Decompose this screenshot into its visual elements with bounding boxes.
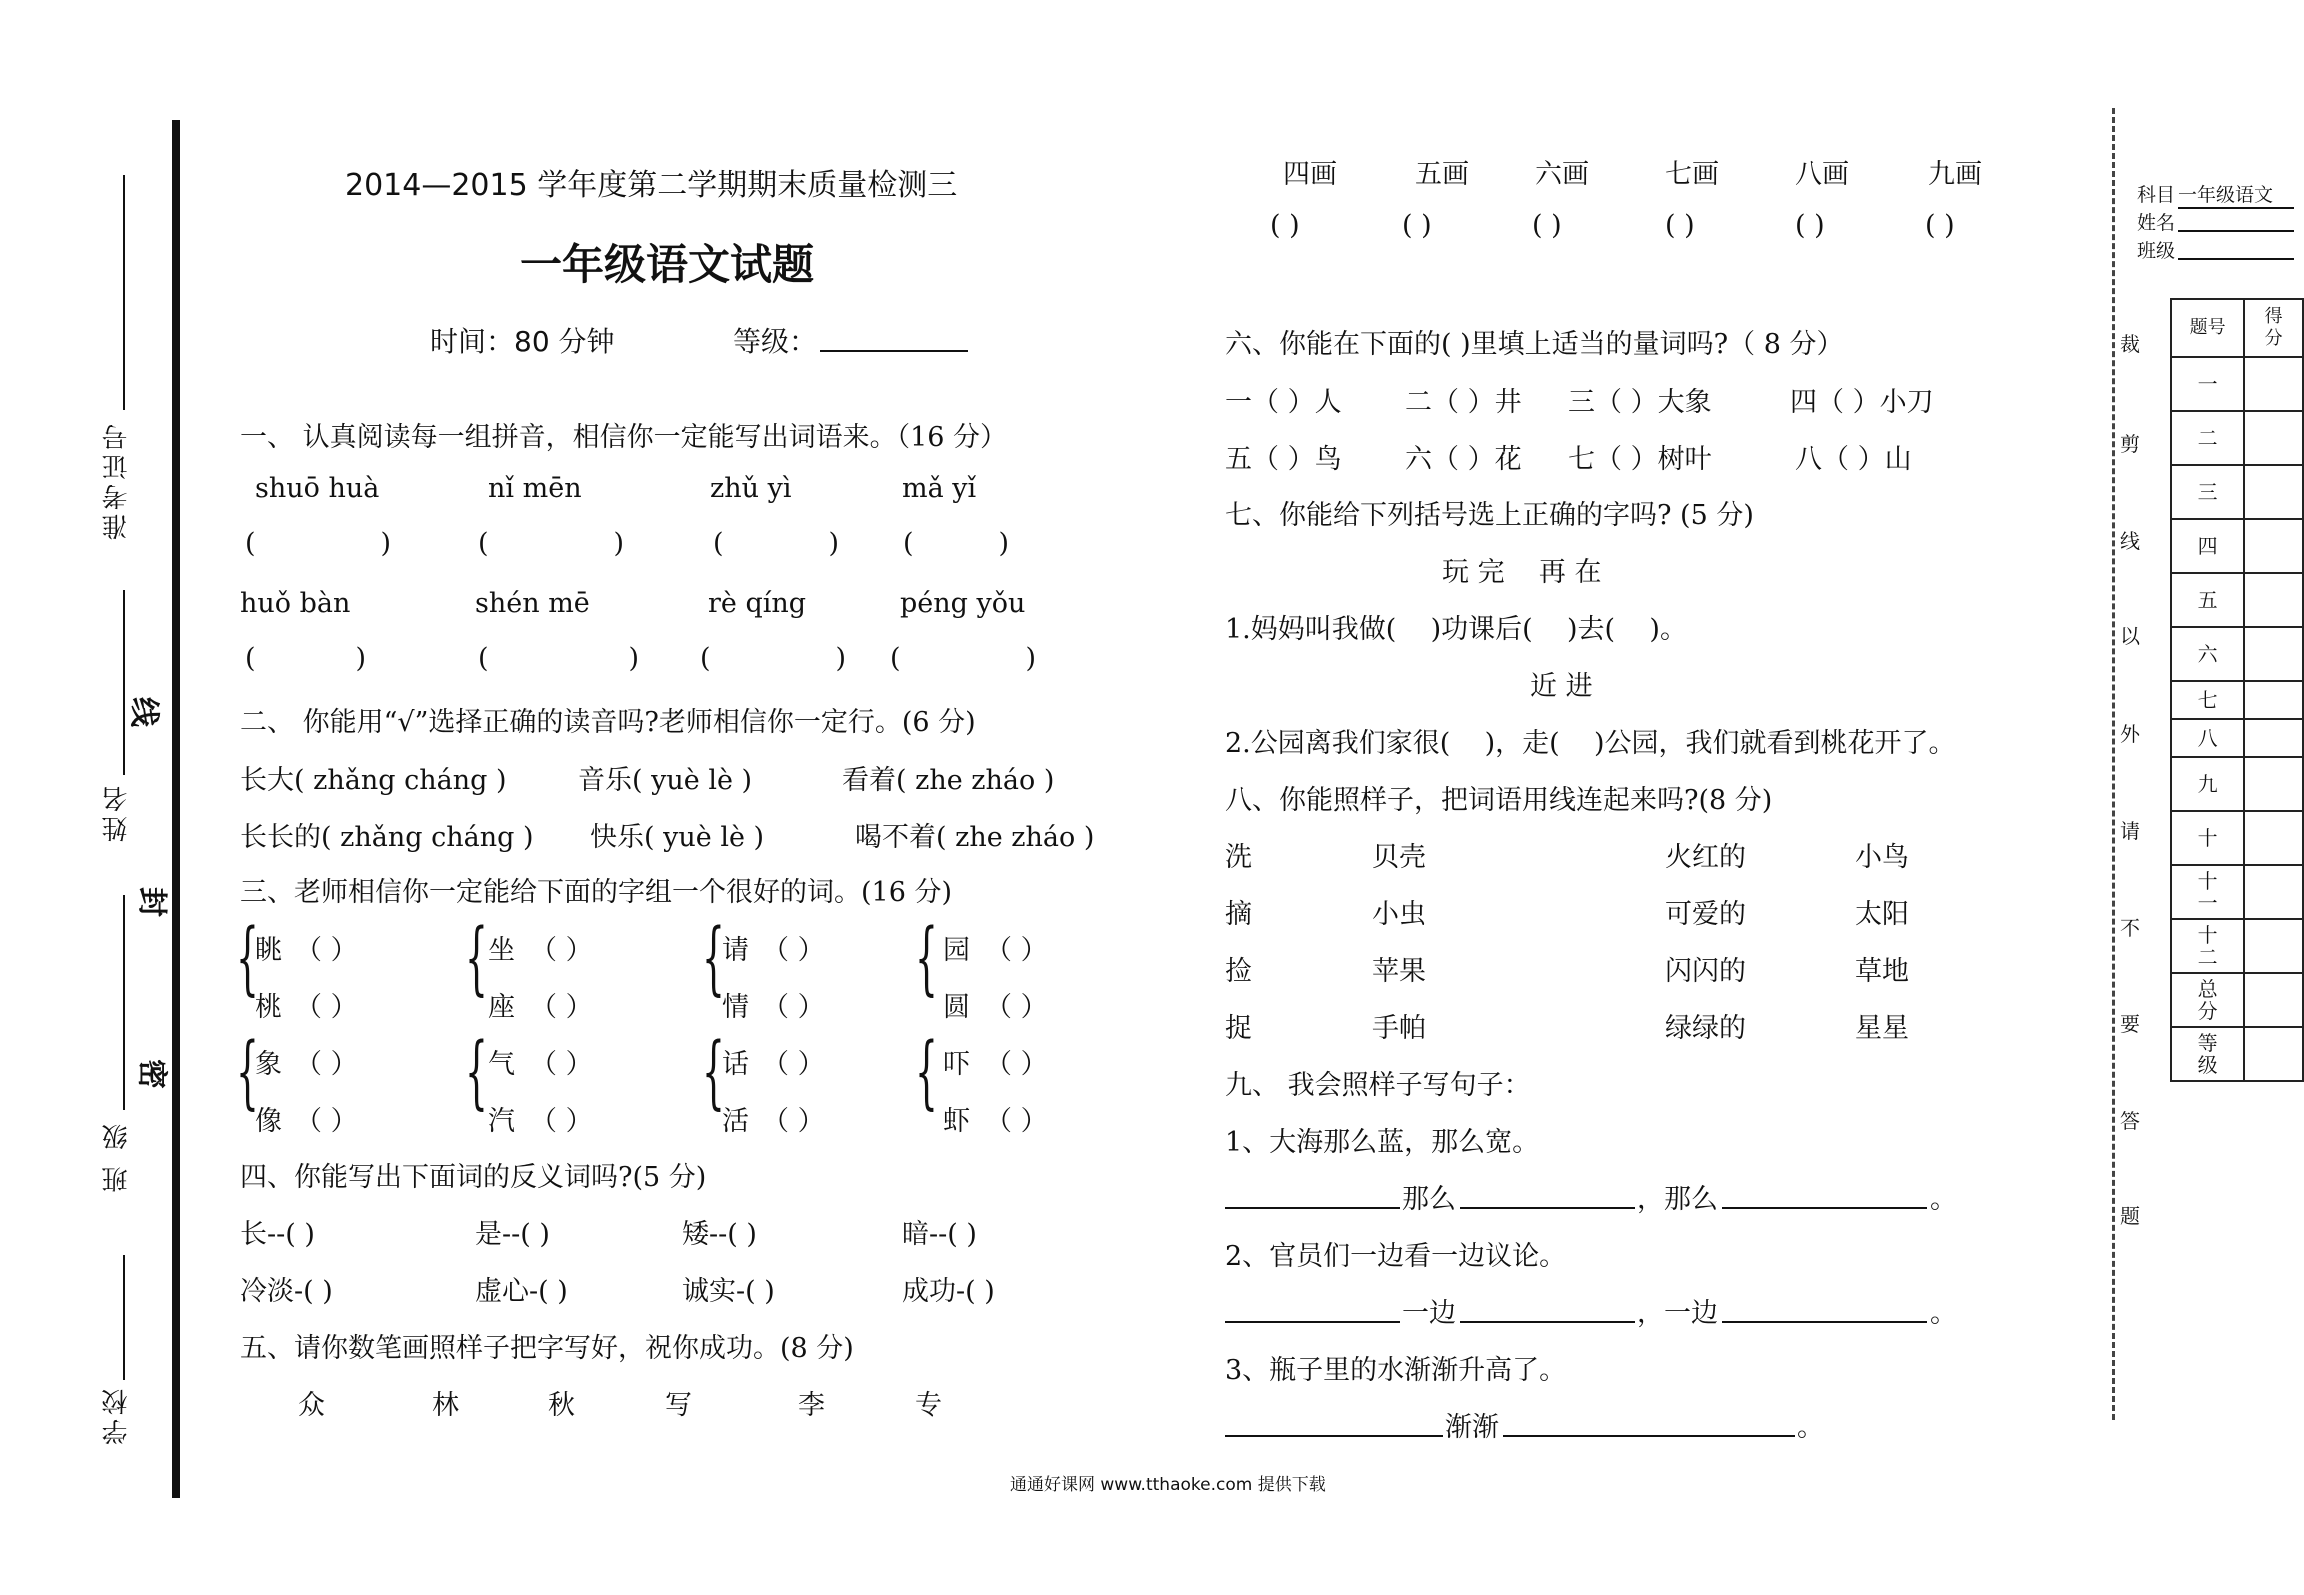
q2-item-1[interactable]: 长大( zhǎng cháng ) [240, 765, 507, 796]
q9-blank[interactable] [1503, 1435, 1795, 1437]
score-row-label: 总分 [2171, 973, 2244, 1027]
score-cell[interactable] [2244, 811, 2303, 865]
q9-fill-word: ，一边 [1637, 1298, 1718, 1329]
exam-grade-label: 等级： [733, 325, 818, 358]
score-row [2171, 973, 2303, 1027]
q5-title: 五、请你数笔画照样子把字写好，祝你成功。(8 分) [240, 1333, 854, 1364]
q1-title: 一、 认真阅读每一组拼音，相信你一定能写出词语来。（16 分） [240, 422, 1008, 453]
score-row [2171, 719, 2303, 757]
q3-answer[interactable]: （ ） [762, 1049, 825, 1080]
q9-fill-end: 。 [1797, 1412, 1824, 1443]
q4-item[interactable]: 矮--( ) [682, 1219, 757, 1250]
q5-char: 李 [798, 1390, 825, 1421]
q3-char: 象 [255, 1049, 282, 1080]
q9-example-1: 1、大海那么蓝，那么宽。 [1225, 1127, 1540, 1158]
score-row-label: 一 [2171, 357, 2244, 411]
q2-item-6[interactable]: 喝不着( zhe zháo ) [855, 822, 1095, 853]
q9-example-2: 2、官员们一边看一边议论。 [1225, 1241, 1567, 1272]
notice-char: 要 [2120, 1012, 2140, 1036]
q3-char: 园 [943, 935, 970, 966]
q9-fill-word: 渐渐 [1445, 1412, 1499, 1443]
score-header-cell: 得分 [2244, 299, 2303, 357]
score-row-label: 十 [2171, 811, 2244, 865]
q4-item[interactable]: 冷淡-( ) [240, 1276, 333, 1307]
q2-item-4[interactable]: 长长的( zhǎng cháng ) [240, 822, 534, 853]
q5-char: 专 [915, 1390, 942, 1421]
q8-adj[interactable]: 可爱的 [1665, 899, 1746, 930]
q9-example-3: 3、瓶子里的水渐渐升高了。 [1225, 1355, 1567, 1386]
q1-answer-4[interactable]: ( ) [903, 528, 1010, 559]
notice-char: 外 [2120, 722, 2140, 746]
q1-pinyin-8: péng yǒu [900, 588, 1026, 619]
score-row [2171, 681, 2303, 719]
binding-school-label: 学校 [102, 1385, 132, 1445]
notice-char: 裁 [2120, 332, 2140, 356]
q5-char: 写 [665, 1390, 692, 1421]
q9-title: 九、 我会照样子写句子： [1225, 1070, 1531, 1101]
notice-char: 以 [2120, 624, 2140, 648]
q4-item[interactable]: 暗--( ) [902, 1219, 977, 1250]
score-row-label: 等级 [2171, 1027, 2244, 1081]
score-cell[interactable] [2244, 573, 2303, 627]
q6-item[interactable]: 三（ ）大象 [1568, 387, 1712, 418]
binding-xian: 线 [126, 697, 161, 727]
q9-blank[interactable] [1722, 1207, 1927, 1209]
q8-adj[interactable]: 绿绿的 [1665, 1013, 1746, 1044]
binding-name-label: 姓名 [102, 782, 132, 842]
subject-label: 科目 [2137, 184, 2176, 206]
q8-adj[interactable]: 火红的 [1665, 842, 1746, 873]
score-row-label: 五 [2171, 573, 2244, 627]
q7-sentence-2: 2.公园离我们家很( )，走( )公园，我们就看到桃花开了。 [1225, 728, 1956, 759]
q2-item-3[interactable]: 看着( zhe zháo ) [842, 765, 1055, 796]
name-blank[interactable] [2178, 230, 2294, 232]
q1-answer-5[interactable]: ( ) [245, 643, 367, 674]
q3-answer[interactable]: （ ） [530, 1106, 593, 1137]
q7-sentence-1: 1.妈妈叫我做( )功课后( )去( )。 [1225, 614, 1687, 645]
q1-pinyin-5: huǒ bàn [240, 588, 351, 619]
q8-noun[interactable]: 苹果 [1372, 956, 1426, 987]
q1-pinyin-7: rè qíng [708, 588, 807, 619]
score-header-cell: 题号 [2171, 299, 2244, 357]
q3-answer[interactable]: （ ） [530, 935, 593, 966]
q1-pinyin-3: zhǔ yì [710, 473, 792, 504]
q9-fill-word: 那么 [1402, 1184, 1456, 1215]
exam-title: 一年级语文试题 [520, 240, 815, 289]
q3-brace: { [915, 1025, 938, 1118]
score-cell[interactable] [2244, 681, 2303, 719]
q5-answer[interactable]: ( ) [1795, 210, 1825, 241]
q5-char: 众 [298, 1390, 325, 1421]
q9-fill-end: 。 [1930, 1298, 1957, 1329]
score-table-header [2171, 299, 2303, 357]
q9-fill-word: 一边 [1402, 1298, 1456, 1329]
binding-exam-number-line [123, 175, 125, 410]
exam-time: 时间：80 分钟 [430, 325, 615, 358]
exam-grade-blank[interactable] [820, 350, 968, 352]
binding-mi: 密 [134, 1059, 169, 1089]
score-row-label: 九 [2171, 757, 2244, 811]
notice-char: 答 [2120, 1109, 2140, 1133]
score-cell[interactable] [2244, 973, 2303, 1027]
subject-value: 一年级语文 [2178, 180, 2294, 209]
score-row [2171, 411, 2303, 465]
score-row [2171, 811, 2303, 865]
q8-verb[interactable]: 捉 [1225, 1013, 1252, 1044]
q1-answer-7[interactable]: ( ) [700, 643, 847, 674]
footer-credit: 通通好课网 www.tthaoke.com 提供下载 [1010, 1475, 1326, 1495]
q6-item[interactable]: 七（ ）树叶 [1568, 444, 1712, 475]
q3-brace: { [465, 1025, 488, 1118]
q1-pinyin-6: shén mē [475, 588, 590, 619]
q8-noun2[interactable]: 星星 [1855, 1013, 1909, 1044]
q4-title: 四、你能写出下面词的反义词吗?(5 分) [240, 1162, 707, 1193]
binding-feng: 封 [134, 887, 169, 917]
q3-char: 座 [488, 992, 515, 1023]
q3-answer[interactable]: （ ） [530, 992, 593, 1023]
q2-item-5[interactable]: 快乐( yuè lè ) [590, 822, 765, 853]
q5-stroke: 八画 [1795, 159, 1849, 190]
q3-answer[interactable]: （ ） [295, 935, 358, 966]
score-row [2171, 865, 2303, 919]
binding-exam-number-label: 准考证号 [102, 420, 132, 540]
score-cell[interactable] [2244, 627, 2303, 681]
q3-answer[interactable]: （ ） [985, 1049, 1048, 1080]
class-blank[interactable] [2178, 258, 2294, 260]
score-cell[interactable] [2244, 411, 2303, 465]
score-cell[interactable] [2244, 465, 2303, 519]
notice-char: 不 [2120, 916, 2140, 940]
q3-char: 活 [722, 1106, 749, 1137]
q6-title: 六、你能在下面的( )里填上适当的量词吗?（ 8 分） [1225, 329, 1844, 360]
score-cell[interactable] [2244, 757, 2303, 811]
q9-blank[interactable] [1722, 1321, 1927, 1323]
q3-answer[interactable]: （ ） [762, 935, 825, 966]
q7-pair-2: 近 进 [1530, 671, 1593, 702]
q5-stroke: 四画 [1283, 159, 1337, 190]
binding-name-line [123, 590, 125, 775]
q3-answer[interactable]: （ ） [530, 1049, 593, 1080]
score-cell[interactable] [2244, 519, 2303, 573]
q3-char: 话 [722, 1049, 749, 1080]
score-row-label: 七 [2171, 681, 2244, 719]
score-row [2171, 627, 2303, 681]
q8-verb[interactable]: 洗 [1225, 842, 1252, 873]
q5-char: 秋 [548, 1390, 575, 1421]
q8-noun2[interactable]: 草地 [1855, 956, 1909, 987]
q7-pair-1: 玩 完 再 在 [1442, 557, 1602, 588]
q3-char: 眺 [255, 935, 282, 966]
score-row-label: 四 [2171, 519, 2244, 573]
q1-answer-2[interactable]: ( ) [478, 528, 625, 559]
score-cell[interactable] [2244, 919, 2303, 973]
q6-item[interactable]: 四（ ）小刀 [1790, 387, 1934, 418]
q6-item[interactable]: 六（ ）花 [1405, 444, 1522, 475]
score-cell[interactable] [2244, 865, 2303, 919]
q3-answer[interactable]: （ ） [985, 1106, 1048, 1137]
q3-brace: { [236, 911, 259, 1004]
q1-pinyin-2: nǐ mēn [488, 473, 582, 504]
q9-blank[interactable] [1225, 1435, 1443, 1437]
q4-item[interactable]: 成功-( ) [902, 1276, 995, 1307]
q3-brace: { [465, 911, 488, 1004]
score-cell[interactable] [2244, 719, 2303, 757]
q5-stroke: 九画 [1928, 159, 1982, 190]
q3-answer[interactable]: （ ） [295, 1049, 358, 1080]
q1-pinyin-1: shuō huà [255, 473, 380, 504]
q9-blank[interactable] [1460, 1321, 1635, 1323]
score-row [2171, 1027, 2303, 1081]
q3-answer[interactable]: （ ） [295, 992, 358, 1023]
score-row-label: 八 [2171, 719, 2244, 757]
q8-noun[interactable]: 手帕 [1372, 1013, 1426, 1044]
q7-title: 七、你能给下列括号选上正确的字吗? (5 分) [1225, 500, 1754, 531]
q1-answer-1[interactable]: ( ) [245, 528, 392, 559]
q8-noun[interactable]: 小虫 [1372, 899, 1426, 930]
binding-class-line [123, 895, 125, 1110]
notice-char: 请 [2120, 819, 2140, 843]
q5-answer[interactable]: ( ) [1402, 210, 1432, 241]
q3-char: 情 [722, 992, 749, 1023]
q2-title: 二、 你能用“√”选择正确的读音吗?老师相信你一定行。(6 分) [240, 707, 976, 738]
q5-stroke: 七画 [1665, 159, 1719, 190]
q9-fill-word: ，那么 [1637, 1184, 1718, 1215]
q5-char: 林 [432, 1390, 459, 1421]
q5-stroke: 五画 [1415, 159, 1469, 190]
q3-brace: { [236, 1025, 259, 1118]
score-row [2171, 357, 2303, 411]
score-row [2171, 519, 2303, 573]
q8-noun2[interactable]: 小鸟 [1855, 842, 1909, 873]
score-row-label: 十一 [2171, 865, 2244, 919]
q8-title: 八、你能照样子，把词语用线连起来吗?(8 分) [1225, 785, 1773, 816]
q8-adj[interactable]: 闪闪的 [1665, 956, 1746, 987]
q3-brace: { [702, 1025, 725, 1118]
q5-answer[interactable]: ( ) [1925, 210, 1955, 241]
q6-item[interactable]: 八（ ）山 [1795, 444, 1912, 475]
score-row [2171, 757, 2303, 811]
q3-char: 坐 [488, 935, 515, 966]
q3-answer[interactable]: （ ） [295, 1106, 358, 1137]
q6-item[interactable]: 二（ ）井 [1405, 387, 1522, 418]
q6-item[interactable]: 五（ ）鸟 [1225, 444, 1342, 475]
q4-item[interactable]: 诚实-( ) [682, 1276, 775, 1307]
q1-answer-8[interactable]: ( ) [890, 643, 1037, 674]
q4-item[interactable]: 虚心-( ) [475, 1276, 568, 1307]
q5-answer[interactable]: ( ) [1270, 210, 1300, 241]
q1-pinyin-4: mǎ yǐ [902, 473, 977, 504]
score-row [2171, 465, 2303, 519]
score-row-label: 十二 [2171, 919, 2244, 973]
q3-char: 圆 [943, 992, 970, 1023]
score-row [2171, 919, 2303, 973]
class-label: 班级 [2137, 240, 2176, 262]
q5-answer[interactable]: ( ) [1532, 210, 1562, 241]
q3-answer[interactable]: （ ） [985, 935, 1048, 966]
q3-title: 三、老师相信你一定能给下面的字组一个很好的词。(16 分) [240, 877, 953, 908]
score-row-label: 二 [2171, 411, 2244, 465]
binding-school-line [123, 1255, 125, 1380]
q9-fill-end: 。 [1930, 1184, 1957, 1215]
binding-class-label: 班 级 [102, 1120, 132, 1193]
q2-item-2[interactable]: 音乐( yuè lè ) [578, 765, 753, 796]
q8-verb[interactable]: 摘 [1225, 899, 1252, 930]
q6-item[interactable]: 一（ ）人 [1225, 387, 1342, 418]
q4-item[interactable]: 长--( ) [240, 1219, 315, 1250]
q3-brace: { [702, 911, 725, 1004]
q8-noun2[interactable]: 太阳 [1855, 899, 1909, 930]
q3-char: 气 [488, 1049, 515, 1080]
q3-answer[interactable]: （ ） [762, 1106, 825, 1137]
q9-blank[interactable] [1460, 1207, 1635, 1209]
notice-char: 剪 [2120, 432, 2140, 456]
q5-stroke: 六画 [1535, 159, 1589, 190]
q8-noun[interactable]: 贝壳 [1372, 842, 1426, 873]
binding-thick-line [172, 120, 180, 1498]
q3-char: 请 [722, 935, 749, 966]
q1-answer-6[interactable]: ( ) [478, 643, 640, 674]
notice-char: 线 [2120, 529, 2140, 553]
score-table [2170, 298, 2304, 1082]
exam-term-title: 2014—2015 学年度第二学期期末质量检测三 [345, 168, 958, 203]
q3-char: 吓 [943, 1049, 970, 1080]
score-cell[interactable] [2244, 357, 2303, 411]
q8-verb[interactable]: 捡 [1225, 956, 1252, 987]
q3-char: 像 [255, 1106, 282, 1137]
q3-char: 桃 [255, 992, 282, 1023]
cut-line [2112, 108, 2115, 1420]
score-cell[interactable] [2244, 1027, 2303, 1081]
q1-answer-3[interactable]: ( ) [713, 528, 840, 559]
q3-answer[interactable]: （ ） [985, 992, 1048, 1023]
q5-answer[interactable]: ( ) [1665, 210, 1695, 241]
q3-char: 虾 [943, 1106, 970, 1137]
score-row-label: 三 [2171, 465, 2244, 519]
q3-char: 汽 [488, 1106, 515, 1137]
name-label: 姓名 [2137, 212, 2176, 234]
q3-brace: { [915, 911, 938, 1004]
q9-blank[interactable] [1225, 1207, 1400, 1209]
q9-blank[interactable] [1225, 1321, 1400, 1323]
score-row-label: 六 [2171, 627, 2244, 681]
notice-char: 题 [2120, 1204, 2140, 1228]
q4-item[interactable]: 是--( ) [475, 1219, 550, 1250]
score-row [2171, 573, 2303, 627]
q3-answer[interactable]: （ ） [762, 992, 825, 1023]
